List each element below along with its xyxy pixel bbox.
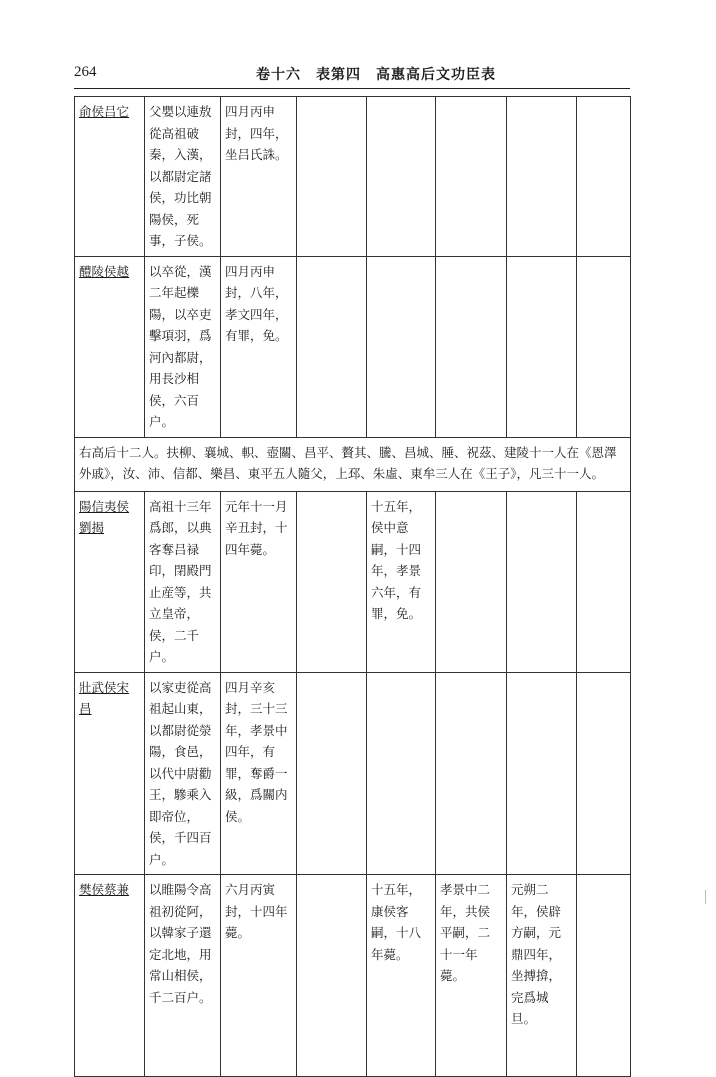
page-number: 264 [74,64,97,80]
marquis-name: 俞侯吕它 [75,97,145,257]
reign-cell [436,672,507,875]
reign-cell [577,256,631,437]
reign-cell [297,256,367,437]
enfeoff-text: 四月丙申封，四年，坐吕氏誅。 [221,97,297,257]
reign-cell [367,256,436,437]
reign-cell [436,491,507,672]
running-title: 卷十六 表第四 高惠高后文功臣表 [256,67,496,83]
reign-cell [577,875,631,1077]
reign-cell [297,672,367,875]
merit-text: 以睢陽令高祖初從阿，以韓家子還定北地，用常山相侯，千二百户。 [145,875,221,1077]
marquis-name: 陽信夷侯劉揭 [75,491,145,672]
marquis-name: 醴陵侯越 [75,256,145,437]
enfeoff-text: 元年十一月辛丑封，十四年薨。 [221,491,297,672]
scan-margin-mark [705,890,706,904]
reign-cell [367,672,436,875]
merit-text: 以家吏從高祖起山東，以都尉從滎陽，食邑，以代中尉勸王，驂乘入即帝位，侯，千四百户。 [145,672,221,875]
reign-cell [577,672,631,875]
merit-table [74,96,631,1077]
reign-cell [436,256,507,437]
table-row [75,256,631,437]
reign-cell: 十五年，康侯客嗣，十八年薨。 [367,875,436,1077]
summary-note: 右高后十二人。扶柳、襄城、軹、壺關、昌平、贅其、騰、昌城、腄、祝茲、建陵十一人在《恩澤外戚》，汝、沛、信都、樂昌、東平五人隨父，上邳、朱虛、東牟三人在《王子》，凡三十一人。 [75,437,631,491]
table-row [75,97,631,257]
reign-cell [507,97,577,257]
enfeoff-text: 四月辛亥封，三十三年，孝景中四年，有罪，奪爵一級，爲關内侯。 [221,672,297,875]
merit-text: 以卒從，漢二年起櫟陽，以卒吏擊項羽，爲河內都尉，用長沙相侯，六百户。 [145,256,221,437]
table-row [75,875,631,1077]
reign-cell: 十五年，侯中意嗣，十四年，孝景六年，有罪，免。 [367,491,436,672]
reign-cell [507,491,577,672]
reign-cell [577,97,631,257]
marquis-name: 樊侯蔡兼 [75,875,145,1077]
reign-cell [577,491,631,672]
reign-cell [507,256,577,437]
reign-cell [507,672,577,875]
merit-text: 父嬰以連敖從高祖破秦，入漢，以都尉定諸侯，功比朝陽侯，死事，子侯。 [145,97,221,257]
header-rule [74,88,630,89]
summary-row [75,437,631,491]
reign-cell [297,97,367,257]
reign-cell [297,491,367,672]
merit-text: 高祖十三年爲郎，以典客奪吕禄印，閉殿門止産等，共立皇帝，侯，二千户。 [145,491,221,672]
reign-cell: 孝景中二年，共侯平嗣，二十一年薨。 [436,875,507,1077]
reign-cell [436,97,507,257]
marquis-name: 壯武侯宋昌 [75,672,145,875]
enfeoff-text: 六月丙寅封，十四年薨。 [221,875,297,1077]
enfeoff-text: 四月丙申封，八年，孝文四年，有罪，免。 [221,256,297,437]
page-header [74,62,634,86]
reign-cell: 元朔二年，侯辟方嗣，元鼎四年，坐搏揜，完爲城旦。 [507,875,577,1077]
table-row [75,672,631,875]
reign-cell [297,875,367,1077]
reign-cell [367,97,436,257]
table-row [75,491,631,672]
